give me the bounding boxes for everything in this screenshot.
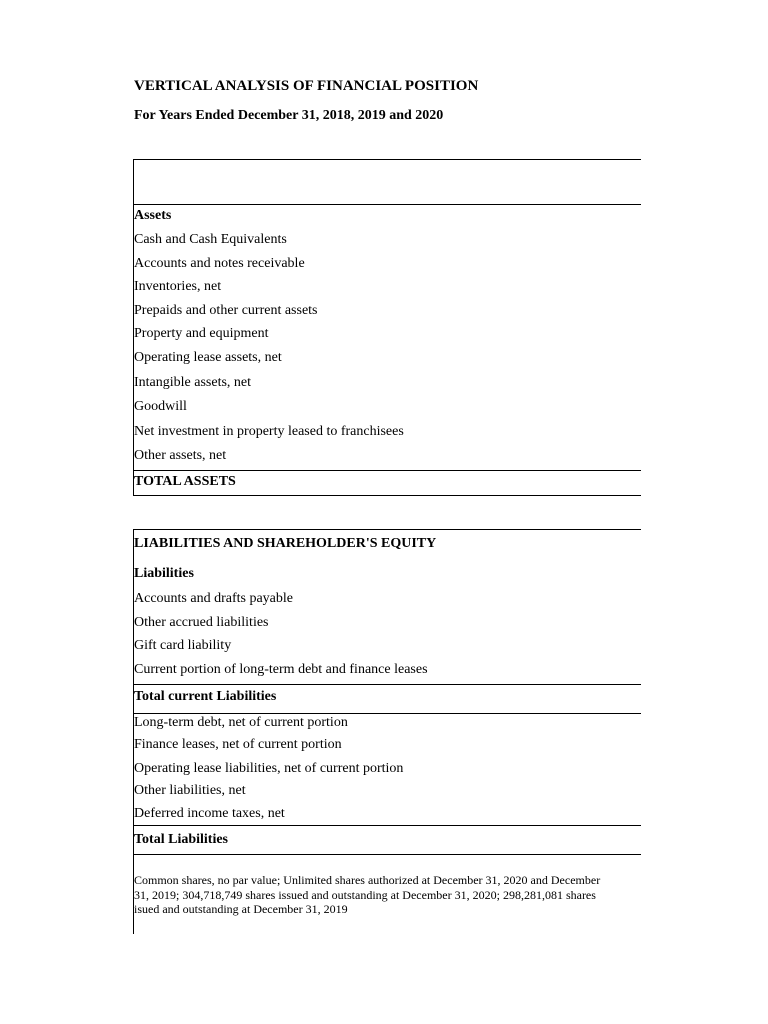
table-row: Goodwill <box>134 399 187 414</box>
liabilities-equity-heading: LIABILITIES AND SHAREHOLDER'S EQUITY <box>134 536 437 551</box>
table-row: Property and equipment <box>134 326 269 341</box>
assets-heading: Assets <box>134 208 172 223</box>
table-row: Inventories, net <box>134 279 222 294</box>
total-current-divider-top <box>133 684 641 685</box>
table-row: Other accrued liabilities <box>134 615 269 630</box>
total-liabilities-label: Total Liabilities <box>134 832 229 847</box>
table-row: Other assets, net <box>134 448 227 463</box>
table-border-top <box>133 159 641 160</box>
page-subtitle: For Years Ended December 31, 2018, 2019 and 2020 <box>134 108 444 123</box>
table-row: Operating lease assets, net <box>134 350 282 365</box>
total-assets-label: TOTAL ASSETS <box>134 474 236 489</box>
common-shares-note: Common shares, no par value; Unlimited shares authorized at December 31, 2020 and December 31, 2019; 304,718,749 shares issued and outstanding at December 31, 2020; 298,281,081 shares isued and outstanding at December 31, 2019 <box>134 873 601 916</box>
total-liabilities-divider-bottom <box>133 854 641 855</box>
table-row: Finance leases, net of current portion <box>134 737 342 752</box>
total-current-divider-bottom <box>133 713 641 714</box>
table-row: Current portion of long-term debt and finance leases <box>134 662 428 677</box>
table-row: Gift card liability <box>134 638 232 653</box>
table-row: Net investment in property leased to franchisees <box>134 424 404 439</box>
table-row: Long-term debt, net of current portion <box>134 715 348 730</box>
table-header-divider <box>133 204 641 205</box>
table-row: Accounts and drafts payable <box>134 591 293 606</box>
table-row: Other liabilities, net <box>134 783 246 798</box>
table-row: Accounts and notes receivable <box>134 256 305 271</box>
table-row: Operating lease liabilities, net of current portion <box>134 761 404 776</box>
page-title: VERTICAL ANALYSIS OF FINANCIAL POSITION <box>134 78 479 94</box>
total-assets-divider <box>133 470 641 471</box>
table-row: Cash and Cash Equivalents <box>134 232 287 247</box>
total-liabilities-divider-top <box>133 825 641 826</box>
table-row: Deferred income taxes, net <box>134 806 285 821</box>
table-row: Intangible assets, net <box>134 375 252 390</box>
table-border-top <box>133 529 641 530</box>
table-border-bottom <box>133 495 641 496</box>
liabilities-heading: Liabilities <box>134 566 194 581</box>
table-row: Prepaids and other current assets <box>134 303 318 318</box>
total-current-liabilities-label: Total current Liabilities <box>134 689 277 704</box>
